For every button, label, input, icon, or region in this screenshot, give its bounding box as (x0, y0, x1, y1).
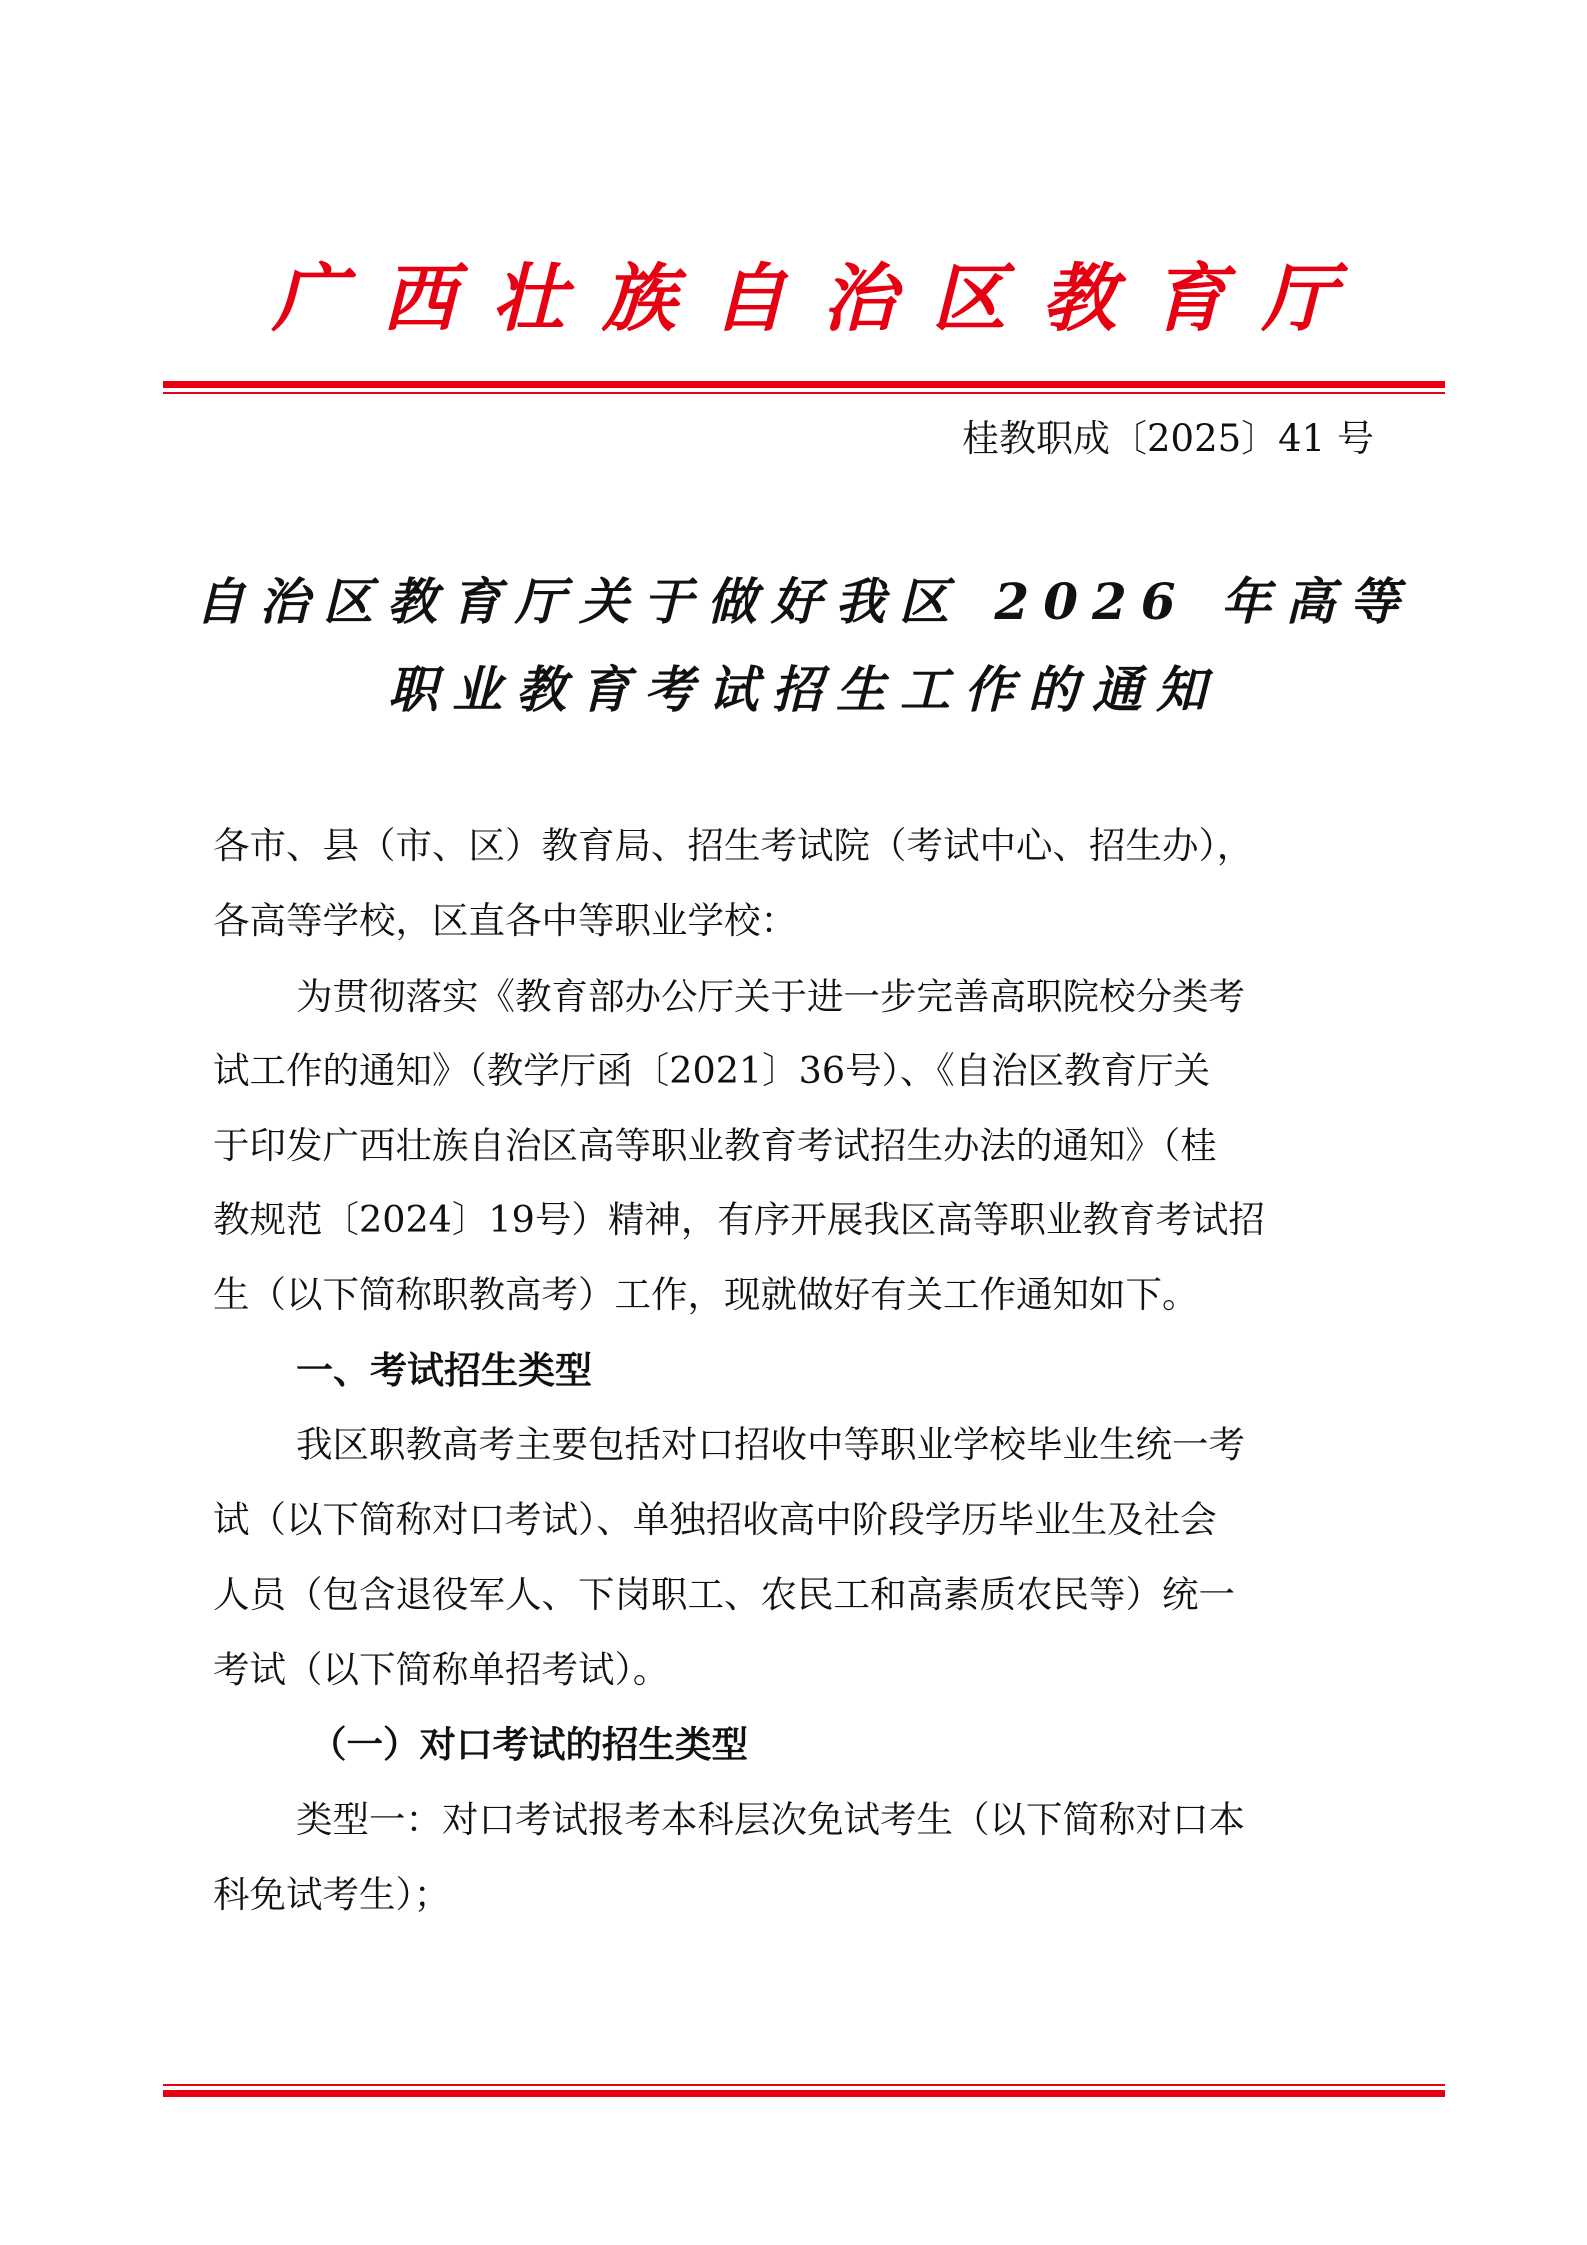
masthead-rule-thick (163, 381, 1445, 388)
masthead-rule-thin (163, 392, 1445, 394)
body-line: 各市、县（市、区）教育局、招生考试院（考试中心、招生办）， (213, 824, 1254, 867)
body-line: 我区职教高考主要包括对口招收中等职业学校毕业生统一考 (296, 1423, 1245, 1466)
body-line: 各高等学校，区直各中等职业学校： (213, 899, 797, 942)
body-line: 生（以下简称职教高考）工作，现就做好有关工作通知如下。 (213, 1273, 1199, 1316)
masthead-title: 广西壮族自治区教育厅 (272, 256, 1372, 342)
subsection-heading: （一）对口考试的招生类型 (310, 1723, 748, 1766)
body-line: 试工作的通知》（教学厅函〔2021〕36号）、《自治区教育厅关 (213, 1049, 1211, 1092)
body-line: 教规范〔2024〕19号）精神，有序开展我区高等职业教育考试招 (213, 1198, 1265, 1241)
body-line: 为贯彻落实《教育部办公厅关于进一步完善高职院校分类考 (296, 975, 1245, 1018)
notice-title-line-2: 职业教育考试招生工作的通知 (388, 660, 1220, 719)
notice-title-line-1: 自治区教育厅关于做好我区 2026 年高等 (195, 572, 1413, 631)
body-line: 考试（以下简称单招考试）。 (213, 1648, 670, 1691)
body-line: 科免试考生）； (213, 1873, 451, 1916)
body-line: 于印发广西壮族自治区高等职业教育考试招生办法的通知》（桂 (213, 1124, 1217, 1167)
footer-rule-thin (163, 2084, 1445, 2086)
body-line: 试（以下简称对口考试）、单独招收高中阶段学历毕业生及社会 (213, 1498, 1217, 1541)
document-number: 桂教职成〔2025〕41 号 (961, 417, 1374, 460)
section-heading: 一、考试招生类型 (296, 1349, 592, 1392)
body-line: 类型一：对口考试报考本科层次免试考生（以下简称对口本 (296, 1798, 1245, 1841)
body-line: 人员（包含退役军人、下岗职工、农民工和高素质农民等）统一 (213, 1573, 1235, 1616)
footer-rule-thick (163, 2090, 1445, 2097)
